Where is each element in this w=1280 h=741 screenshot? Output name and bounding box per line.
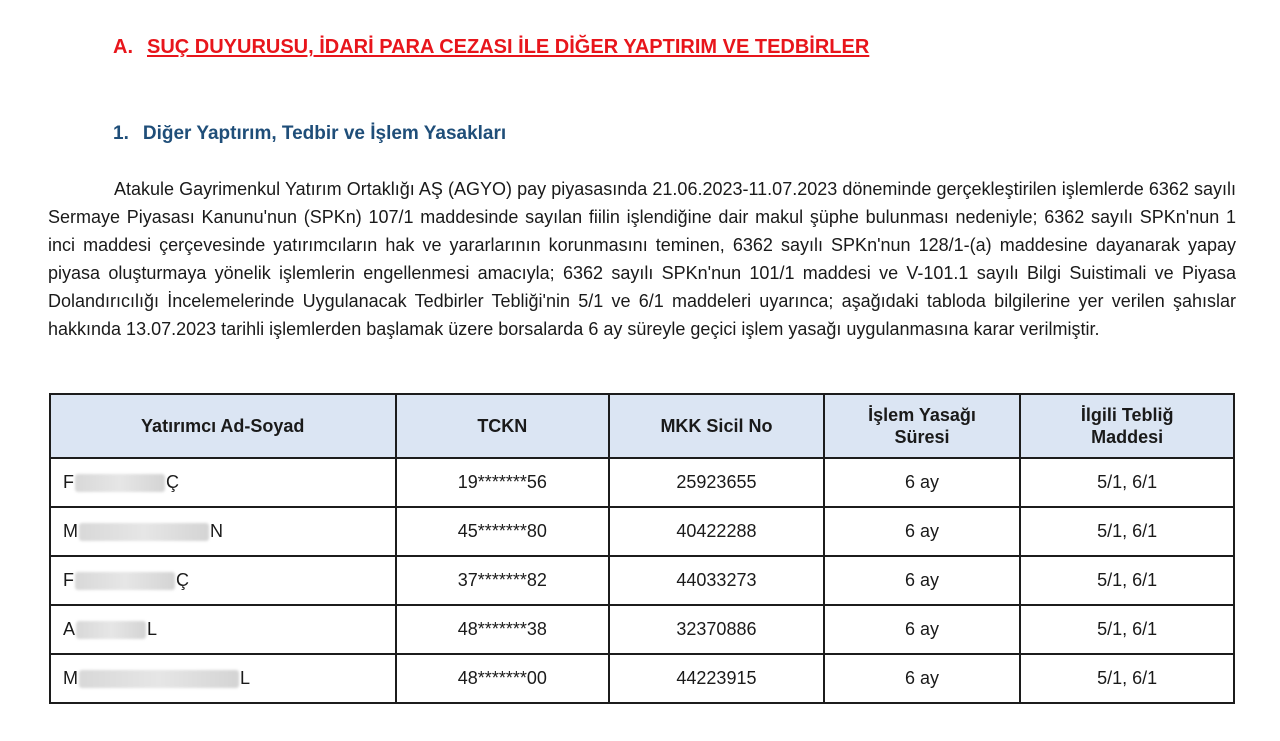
redacted-blur [75, 474, 165, 492]
article-cell: 5/1, 6/1 [1020, 654, 1234, 703]
section-a-heading [113, 36, 869, 59]
mkk-cell: 25923655 [609, 458, 824, 507]
redacted-blur [76, 621, 146, 639]
investor-name: F Ç [50, 458, 396, 507]
tckn-cell: 48*******38 [396, 605, 610, 654]
section-a-title: SUÇ DUYURUSU, İDARİ PARA CEZASI İLE DİĞER YAPTIRIM VE TEDBİRLER [147, 36, 870, 58]
investor-name: A L [50, 605, 396, 654]
table-row [50, 654, 1234, 703]
section-1-number: 1. [113, 123, 129, 144]
tckn-cell: 19*******56 [396, 458, 610, 507]
mkk-cell: 32370886 [609, 605, 824, 654]
trading-ban-table [49, 393, 1235, 704]
article-cell: 5/1, 6/1 [1020, 605, 1234, 654]
investor-name: M L [50, 654, 396, 703]
table-row [50, 605, 1234, 654]
section-1-heading [113, 123, 506, 145]
article-cell: 5/1, 6/1 [1020, 507, 1234, 556]
tckn-cell: 45*******80 [396, 507, 610, 556]
article-cell: 5/1, 6/1 [1020, 556, 1234, 605]
investor-name: M N [50, 507, 396, 556]
header-tckn: TCKN [396, 394, 610, 458]
body-paragraph: Atakule Gayrimenkul Yatırım Ortaklığı AŞ (AGYO) pay piyasasında 21.06.2023-11.07.2023 döneminde gerçekleştirilen işlemlerde 6362 sayılı Sermaye Piyasası Kanunu'nun (SPKn) 107/1 maddesinde sayılan fiilin işlendiğine dair makul şüphe bulunması nedeniyle; 6362 sayılı SPKn'nun 1 inci maddesi çerçevesinde yatırımcıların hak ve yararlarının korunmasını teminen, 6362 sayılı SPKn'nun 128/1-(a) maddesine dayanarak yapay piyasa oluşturmaya yönelik işlemlerin engellenmesi amacıyla; 6362 sayılı SPKn'nun 101/1 maddesi ve V-101.1 sayılı Bilgi Suistimali ve Piyasa Dolandırıcılığı İncelemelerinde Uygulanacak Tedbirler Tebliği'nin 5/1 ve 6/1 maddeleri uyarınca; aşağıdaki tabloda bilgilerine yer verilen şahıslar hakkında 13.07.2023 tarihli işlemlerden başlamak üzere borsalarda 6 ay süreyle geçici işlem yasağı uygulanmasına karar verilmiştir. [48, 179, 1236, 339]
tckn-cell: 37*******82 [396, 556, 610, 605]
header-duration: İşlem Yasağı Süresi [824, 394, 1021, 458]
table-row [50, 458, 1234, 507]
table-row [50, 556, 1234, 605]
redacted-blur [79, 670, 239, 688]
table-row [50, 507, 1234, 556]
section-a-number: A. [113, 36, 133, 58]
header-name: Yatırımcı Ad-Soyad [50, 394, 396, 458]
tckn-cell: 48*******00 [396, 654, 610, 703]
mkk-cell: 40422288 [609, 507, 824, 556]
duration-cell: 6 ay [824, 654, 1021, 703]
mkk-cell: 44223915 [609, 654, 824, 703]
mkk-cell: 44033273 [609, 556, 824, 605]
duration-cell: 6 ay [824, 605, 1021, 654]
header-article: İlgili Tebliğ Maddesi [1020, 394, 1234, 458]
duration-cell: 6 ay [824, 507, 1021, 556]
redacted-blur [75, 572, 175, 590]
table-header-row [50, 394, 1234, 458]
redacted-blur [79, 523, 209, 541]
section-1-title: Diğer Yaptırım, Tedbir ve İşlem Yasakları [142, 123, 507, 144]
duration-cell: 6 ay [824, 556, 1021, 605]
header-mkk: MKK Sicil No [609, 394, 824, 458]
investor-name: F Ç [50, 556, 396, 605]
article-cell: 5/1, 6/1 [1020, 458, 1234, 507]
duration-cell: 6 ay [824, 458, 1021, 507]
